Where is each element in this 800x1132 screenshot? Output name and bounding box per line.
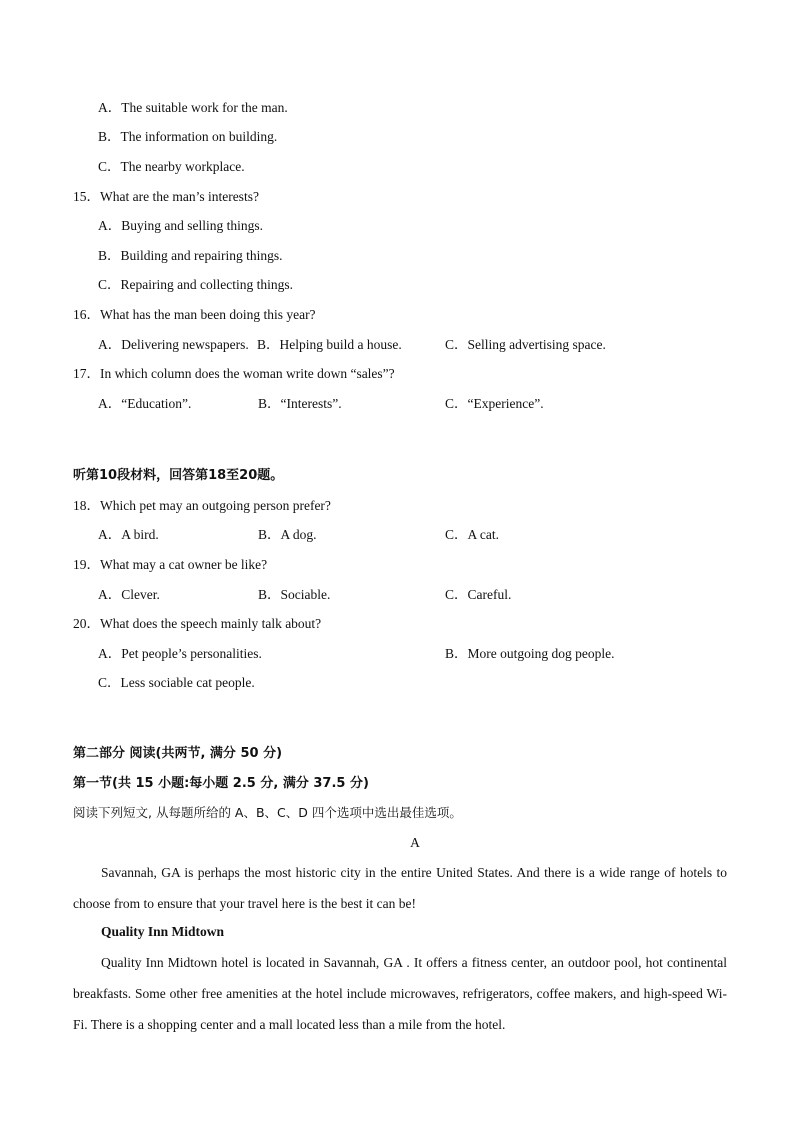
q18-question: 18．Which pet may an outgoing person prefer? (73, 498, 331, 513)
part2-title: 第二部分 阅读(共两节, 满分 50 分) (73, 746, 283, 761)
q16-option-c: C．Selling advertising space. (445, 337, 606, 352)
q15-option-c: C．Repairing and collecting things. (98, 277, 293, 292)
q14-option-c: C．The nearby workplace. (98, 159, 245, 174)
q15-question: 15．What are the man’s interests? (73, 189, 259, 204)
q17-option-b: B．“Interests”. (258, 396, 342, 411)
q18-option-b: B．A dog. (258, 527, 317, 542)
part2-instruction: 阅读下列短文, 从每题所给的 A、B、C、D 四个选项中选出最佳选项。 (73, 805, 462, 820)
passage-paragraph-2: Quality Inn Midtown hotel is located in Savannah, GA . It offers a fitness center, an outdoor pool, hot continental breakfasts. Some other free amenities at the hotel include microwaves, refrigerators, coffee makers, and high-speed Wi-Fi. There is a shopping center and a mall located less than a mile from the hotel. (73, 955, 727, 1032)
q17-question: 17．In which column does the woman write down “sales”? (73, 366, 395, 381)
q20-question: 20．What does the speech mainly talk about? (73, 616, 322, 631)
q16-question: 16．What has the man been doing this year? (73, 307, 316, 322)
q17-option-a: A．“Education”. (98, 396, 192, 411)
q19-option-b: B．Sociable. (258, 587, 331, 602)
q20-option-a: A．Pet people’s personalities. (98, 646, 262, 661)
part2-section1: 第一节(共 15 小题:每小题 2.5 分, 满分 37.5 分) (73, 776, 369, 791)
section-10-heading: 听第10段材料，回答第18至20题。 (73, 468, 284, 483)
q19-option-c: C．Careful. (445, 587, 512, 602)
q14-option-a: A．The suitable work for the man. (98, 100, 288, 115)
q14-option-b: B．The information on building. (98, 129, 278, 144)
q18-option-c: C．A cat. (445, 527, 499, 542)
hotel-title: Quality Inn Midtown (101, 924, 225, 939)
q20-option-b: B．More outgoing dog people. (445, 646, 615, 661)
q16-option-b: B．Helping build a house. (257, 337, 402, 352)
q18-option-a: A．A bird. (98, 527, 159, 542)
q15-option-a: A．Buying and selling things. (98, 218, 263, 233)
q15-option-b: B．Building and repairing things. (98, 248, 283, 263)
q19-option-a: A．Clever. (98, 587, 160, 602)
q17-option-c: C．“Experience”. (445, 396, 544, 411)
passage-label: A (410, 835, 420, 850)
q16-option-a: A．Delivering newspapers. (98, 337, 249, 352)
passage-paragraph-1: Savannah, GA is perhaps the most historic city in the entire United States. And there is a wide range of hotels to choose from to ensure that your travel here is the best it can be! (73, 865, 727, 911)
q19-question: 19．What may a cat owner be like? (73, 557, 268, 572)
q20-option-c: C．Less sociable cat people. (98, 675, 255, 690)
